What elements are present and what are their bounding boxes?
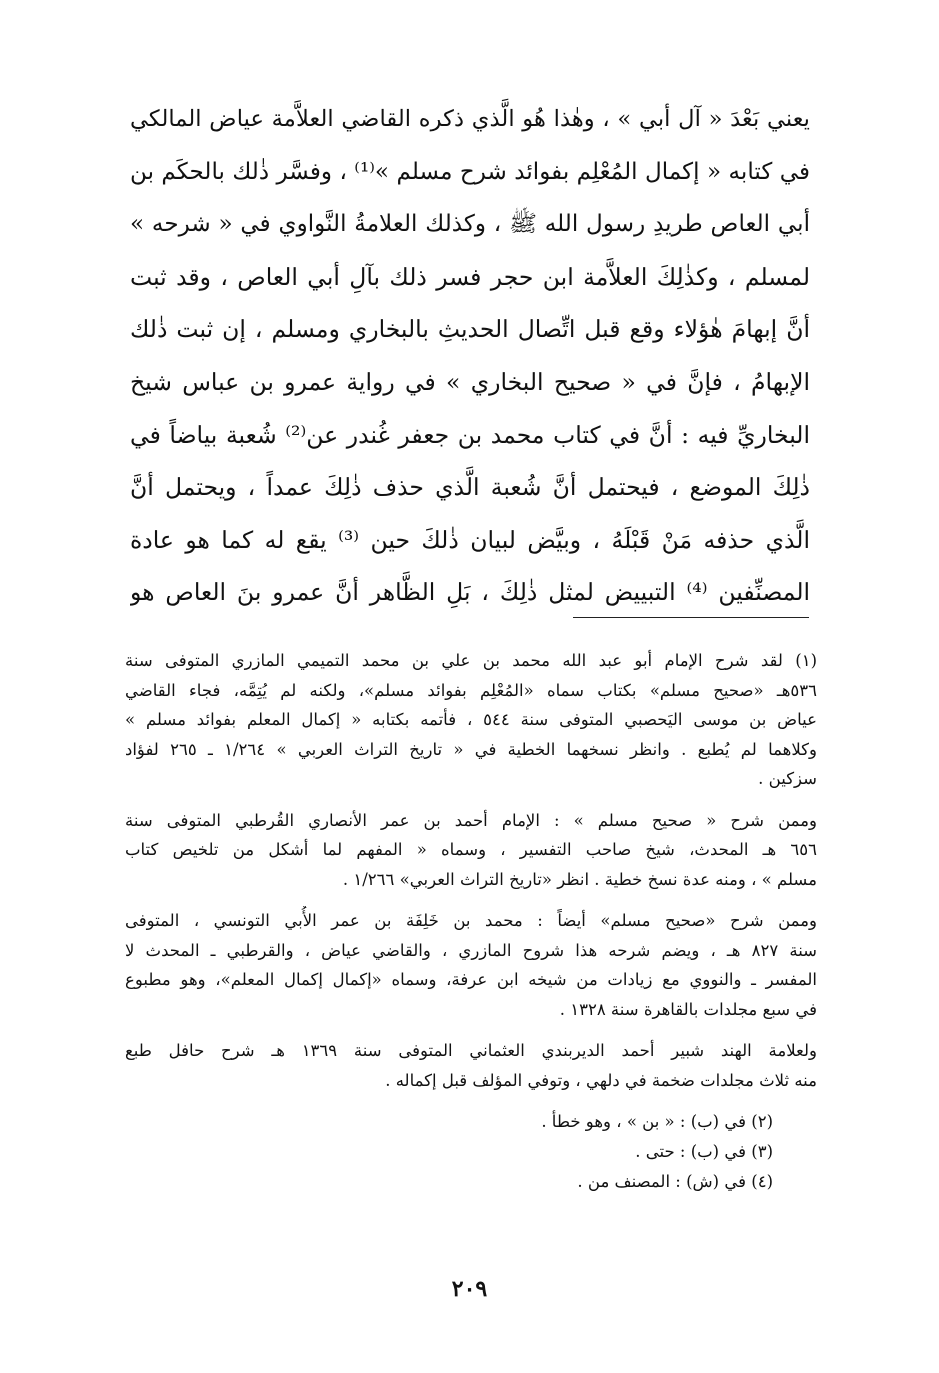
footnote-4: (٤) في (ش) : المصنف من .: [577, 1172, 773, 1191]
footnote-separator: [573, 617, 809, 618]
footnote-1-para-4-line: ولعلامة الهند شبير أحمد الديربندي العثماني المتوفى سنة ١٣٦٩ هـ شرح حافل طبع: [125, 1041, 817, 1060]
main-body-text: [130, 93, 810, 619]
main-text-line-2: في كتابه « إكمال المُعْلِم بفوائد شرح مسلم »⁽¹⁾ ، وفسَّر ذٰلك بالحكَم بن: [130, 158, 810, 185]
footnote-1-line: ٥٣٦هـ «صحيح مسلم» بكتاب سماه «المُعْلِم بفوائد مسلم»، ولكنه لم يُتِمَّه، فجاء القاضي: [125, 680, 817, 700]
footnote-1-line: وكلاهما لم يُطبع . وانظر نسخهما الخطية في « تاريخ التراث العربي » ١/٢٦٤ ـ ٢٦٥ لفؤاد: [125, 739, 817, 759]
footnote-1-para-3: [125, 906, 817, 1024]
footnote-1-para-3-line: سنة ٨٢٧ هـ ، ويضم شرحه هذا شروح المازري ، والقاضي عياض ، والقرطبي ـ المحدث لا: [125, 940, 817, 960]
footnote-1-para-2-line: مسلم » ، ومنه عدة نسخ خطية . انظر «تاريخ التراث العربي» ١/٢٦٦ .: [342, 869, 817, 889]
page-number: ٢٠٩: [451, 1276, 488, 1302]
main-text-line-7: البخاريِّ فيه : أنَّ في كتاب محمد بن جعفر غُندر عن⁽²⁾ شُعبة بياضاً في: [130, 420, 810, 449]
main-text-line-5: أنَّ إبهامَ هٰؤلاء وقع قبل اتِّصال الحديثِ بالبخاري ومسلم ، إن ثبت ذٰلك: [130, 315, 810, 344]
footnote-3: (٣) في (ب) : حتى .: [635, 1142, 773, 1161]
footnote-1-line: سزكين .: [758, 769, 817, 788]
main-text-line-10: المصنِّفين ⁽⁴⁾ التبييض لمثل ذٰلِكَ ، بَلِ الظَّاهر أنَّ عمرو بنَ العاص هو: [130, 578, 810, 607]
main-text-line-9: الَّذي حذفه مَنْ قَبْلَهُ ، وبيَّض لبيان ذٰلكَ حين ⁽³⁾ يقع له كما هو عادة: [130, 525, 810, 554]
footnote-1-para-3-line: وممن شرح «صحيح مسلم» أيضاً : محمد بن خَلِفَة بن عمر الأُبي التونسي ، المتوفى: [125, 911, 817, 930]
main-text-line-1: يعني بَعْدَ « آل أبي » ، وهٰذا هُو الَّذي ذكره القاضي العلاَّمة عياض المالكي: [130, 106, 810, 132]
footnote-1-para-3-line: في سبع مجلدات بالقاهرة سنة ١٣٢٨ .: [559, 999, 817, 1019]
main-text-line-3: أبي العاص طريدِ رسول الله ﷺ ، وكذلك العلامةُ النَّواوي في « شرحه »: [130, 211, 810, 238]
footnote-1-para-4: [125, 1036, 817, 1095]
footnote-1: [125, 646, 817, 794]
short-footnotes: [125, 1107, 817, 1197]
footnote-1-line: (١) لقد شرح الإمام أبو عبد الله محمد بن علي بن محمد التميمي المازري المتوفى سنة: [125, 651, 817, 670]
footnote-1-para-2: [125, 806, 817, 895]
main-text-line-8: ذٰلِكَ الموضع ، فيحتمل أنَّ شُعبة الَّذي حذف ذٰلِكَ عمداً ، ويحتمل أنَّ: [130, 473, 810, 502]
footnote-1-para-3-line: المفسر ـ والنووي مع زيادات من شيخه ابن عرفة، وسماه «إكمال إكمال المعلم»، وهو مطبوع: [125, 970, 817, 989]
footnote-2: (٢) في (ب) : « بن » ، وهو خطأ .: [541, 1112, 773, 1131]
main-text-line-6: الإبهامُ ، فإنَّ في « صحيح البخاري » في رواية عمرو بن عباس شيخ: [130, 367, 810, 396]
footnotes: [125, 646, 817, 1197]
footnote-1-line: عياض بن موسى اليَحصبي المتوفى سنة ٥٤٤ ، فأتمه بكتابه « إكمال المعلم بفوائد مسلم »: [125, 710, 817, 729]
footnote-1-para-2-line: ٦٥٦ هـ المحدث، شيخ صاحب التفسير ، وسماه « المفهم لما أشكل من تلخيص كتاب: [125, 840, 817, 859]
footnote-1-para-4-line: منه ثلاث مجلدات ضخمة في دلهي ، وتوفي المؤلف قبل إكماله .: [385, 1070, 817, 1090]
footnote-1-para-2-line: وممن شرح « صحيح مسلم » : الإمام أحمد بن عمر الأنصاري القُرطبي المتوفى سنة: [125, 810, 817, 830]
main-text-line-4: لمسلم ، وكذٰلِكَ العلاَّمة ابن حجر فسر ذلك بآلِ أبي العاص ، وقد ثبت: [130, 262, 810, 291]
